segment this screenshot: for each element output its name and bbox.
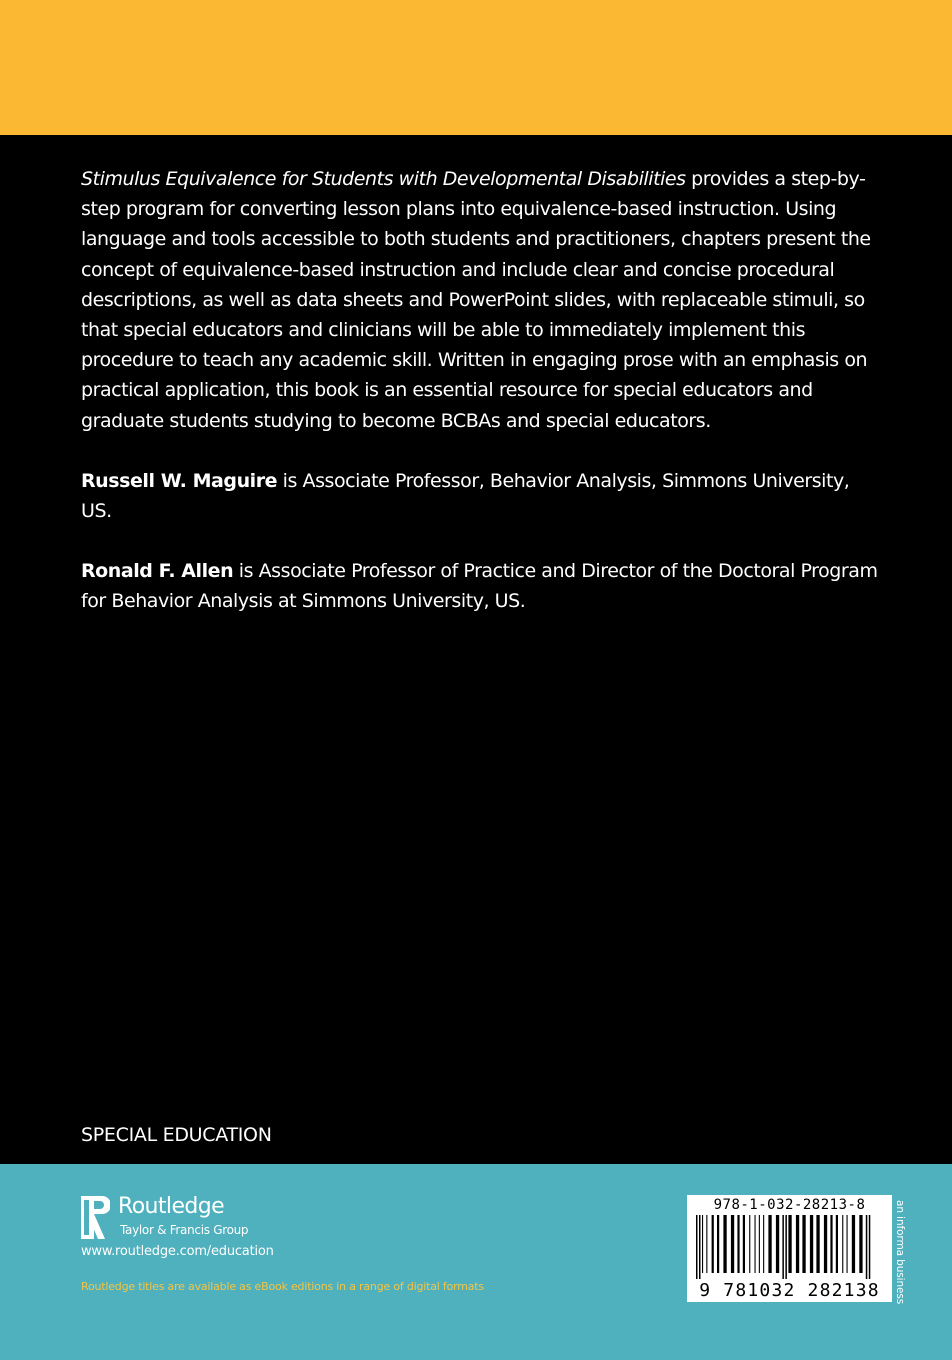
publisher-group: Taylor & Francis Group — [120, 1223, 249, 1237]
barcode-bar — [866, 1215, 868, 1279]
barcode-bar — [796, 1215, 799, 1273]
barcode-bar — [702, 1215, 703, 1273]
barcode-bar — [717, 1215, 719, 1273]
barcode-bar — [859, 1215, 862, 1273]
barcode-bar — [788, 1215, 791, 1273]
barcode-bar — [712, 1215, 714, 1273]
isbn-formatted: 978-1-032-28213-8 — [713, 1197, 866, 1213]
barcode-bar — [749, 1215, 750, 1273]
ebook-note: Routledge titles are available as eBook editions in a range of digital formats — [81, 1280, 484, 1293]
barcode-bar — [755, 1215, 756, 1273]
barcode-bar — [763, 1215, 764, 1273]
barcode-bar — [706, 1215, 707, 1273]
barcode-bar — [768, 1215, 771, 1273]
author-bio-text-1: is Associate Professor, Behavior Analysis, Simmons University, US. — [81, 469, 850, 523]
barcode-bar — [810, 1215, 813, 1273]
routledge-logo-icon — [80, 1196, 110, 1239]
isbn-barcode — [687, 1195, 892, 1302]
barcode-bar — [759, 1215, 760, 1273]
barcode-bar — [731, 1215, 734, 1273]
informa-note: an informa business — [894, 1200, 906, 1305]
barcode-bar — [869, 1215, 871, 1279]
barcode-bar — [830, 1215, 832, 1273]
barcode-bar — [782, 1215, 784, 1279]
author-bio-1 — [81, 466, 881, 526]
barcode-bar — [743, 1215, 745, 1273]
author-bio-2 — [81, 556, 881, 616]
author-name-2: Ronald F. Allen — [81, 560, 234, 583]
barcode-bar — [802, 1215, 805, 1273]
barcode-bar — [696, 1215, 698, 1279]
barcode-bar — [842, 1215, 843, 1273]
book-title: Stimulus Equivalence for Students with Developmental Disabilities — [81, 168, 686, 190]
publisher-website: www.routledge.com/education — [81, 1244, 274, 1259]
ean-digits: 9 781032 282138 — [699, 1280, 880, 1301]
book-description — [81, 164, 881, 436]
author-bio-text-2: is Associate Professor of Practice and Director of the Doctoral Program for Behavior Analysis at Simmons University, US. — [81, 560, 878, 613]
barcode-bar — [847, 1215, 848, 1273]
barcode-bar — [699, 1215, 701, 1279]
barcode-bar — [836, 1215, 838, 1273]
barcode-icon — [690, 1215, 889, 1279]
back-cover-blurb — [81, 164, 881, 617]
top-color-band — [0, 0, 952, 135]
author-name-1: Russell W. Maguire — [81, 469, 278, 492]
barcode-bar — [824, 1215, 827, 1273]
subject-category: SPECIAL EDUCATION — [81, 1124, 272, 1146]
barcode-bar — [816, 1215, 819, 1273]
barcode-bar — [785, 1215, 787, 1279]
barcode-bar — [723, 1215, 726, 1273]
description-text: provides a step-by-step program for converting lesson plans into equivalence-based instruction. Using language and tools accessible to both students and practitioners, chapters present the concept of equivalence-based instruction and include clear and concise procedural descriptions, as well as data sheets and PowerPoint slides, with replaceable stimuli, so that special educators and clinicians will be able to immediately implement this procedure to teach any academic skill. Written in engaging prose with an emphasis on practical application, this book is an essential resource for special educators and graduate students studying to become BCBAs and special educators. — [81, 168, 871, 432]
barcode-bar — [776, 1215, 779, 1273]
barcode-bar — [852, 1215, 855, 1273]
bottom-color-band — [0, 1164, 952, 1360]
publisher-name: Routledge — [118, 1194, 225, 1219]
barcode-bar — [737, 1215, 739, 1273]
